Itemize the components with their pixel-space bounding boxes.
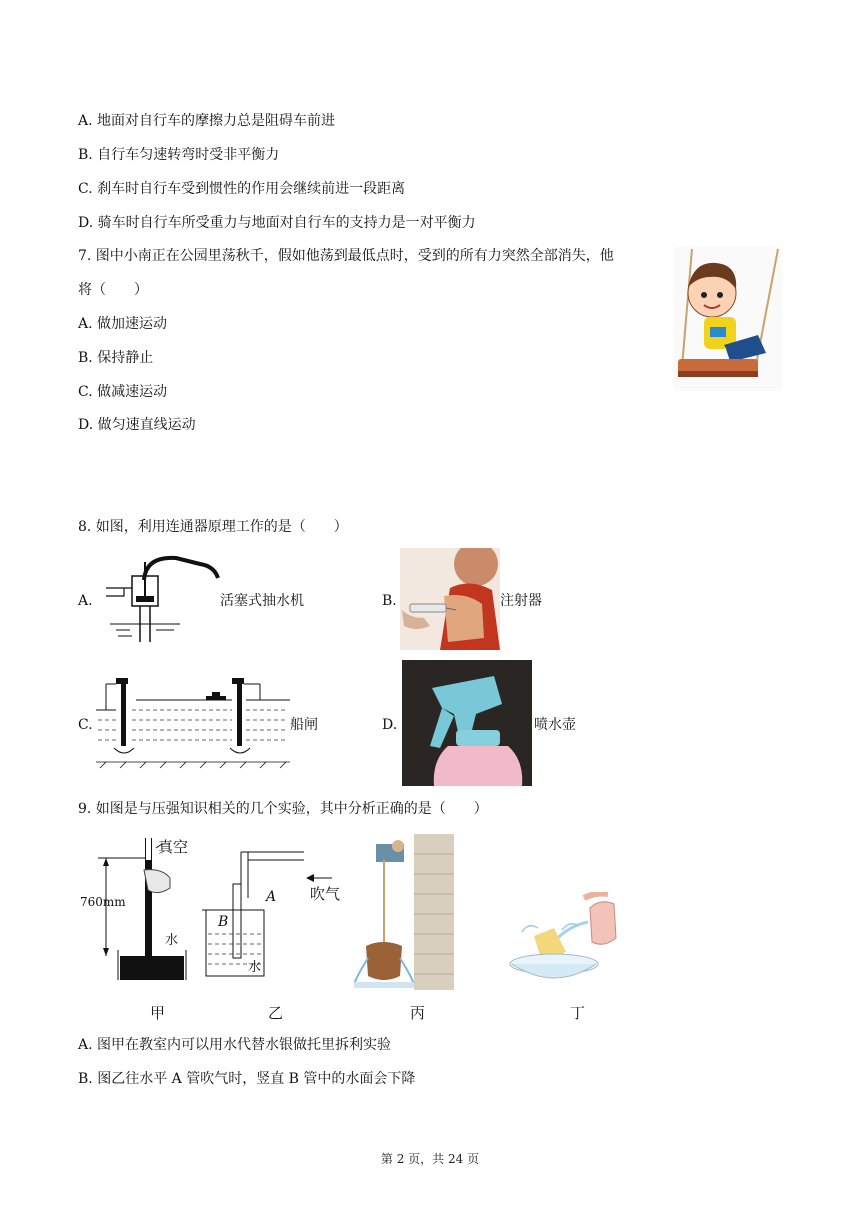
q8-option-a-label: 活塞式抽水机	[220, 593, 304, 609]
q8-option-b-letter: B.	[382, 593, 397, 609]
q7-option-a: A. 做加速运动	[78, 316, 168, 332]
q7-option-d: D. 做匀速直线运动	[78, 417, 196, 433]
q9-option-b: B. 图乙往水平 A 管吹气时，竖直 B 管中的水面会下降	[78, 1071, 416, 1087]
caption-bing: 丙	[410, 1004, 426, 1022]
q7-stem-line2: 将（ ）	[78, 282, 148, 298]
piston-pump-image	[96, 552, 222, 644]
q8-stem: 8. 如图，利用连通器原理工作的是（ ）	[78, 519, 348, 535]
q7-option-c: C. 做减速运动	[78, 384, 168, 400]
q8-option-c-label: 船闸	[290, 717, 318, 733]
swing-boy-image	[674, 247, 782, 391]
tube-b-label: B	[218, 914, 229, 930]
q7-stem-line1: 7. 图中小南正在公园里荡秋千，假如他荡到最低点时，受到的所有力突然全部消失，他	[78, 248, 614, 264]
q8-option-b-label: 注射器	[500, 593, 542, 609]
q8-option-a-letter: A.	[78, 593, 93, 609]
water-label-yi: 水	[248, 960, 262, 975]
page-footer: 第 2 页，共 24 页	[380, 1152, 480, 1166]
water-label-jia: 水	[165, 933, 179, 948]
caption-yi: 乙	[268, 1004, 284, 1022]
vacuum-label: 真空	[158, 838, 189, 856]
ship-lock-diagram	[96, 676, 290, 770]
q6-option-c: C. 刹车时自行车受到惯性的作用会继续前进一段距离	[78, 181, 406, 197]
q8-option-c-letter: C.	[78, 717, 93, 733]
caption-ding: 丁	[570, 1004, 586, 1022]
pascal-barrel-image	[354, 834, 454, 990]
spray-bottle-image	[402, 660, 532, 786]
blow-label: 吹气	[310, 885, 341, 903]
tube-a-label: A	[266, 889, 277, 905]
blowing-tube-diagram	[200, 838, 350, 978]
q7-option-b: B. 保持静止	[78, 350, 154, 366]
syringe-injection-image	[400, 548, 500, 650]
q8-option-d-letter: D.	[382, 717, 398, 733]
q9-option-a: A. 图甲在教室内可以用水代替水银做托里拆利实验	[78, 1037, 392, 1053]
q6-option-a: A. 地面对自行车的摩擦力总是阻碍车前进	[78, 113, 336, 129]
height-760mm-label: 760mm	[80, 895, 126, 909]
q6-option-d: D. 骑车时自行车所受重力与地面对自行车的支持力是一对平衡力	[78, 215, 476, 231]
q9-stem: 9. 如图是与压强知识相关的几个实验，其中分析正确的是（ ）	[78, 801, 488, 817]
q8-option-d-label: 喷水壶	[534, 717, 576, 733]
pouring-water-image	[504, 892, 624, 986]
q6-option-b: B. 自行车匀速转弯时受非平衡力	[78, 147, 280, 163]
caption-jia: 甲	[150, 1004, 166, 1022]
